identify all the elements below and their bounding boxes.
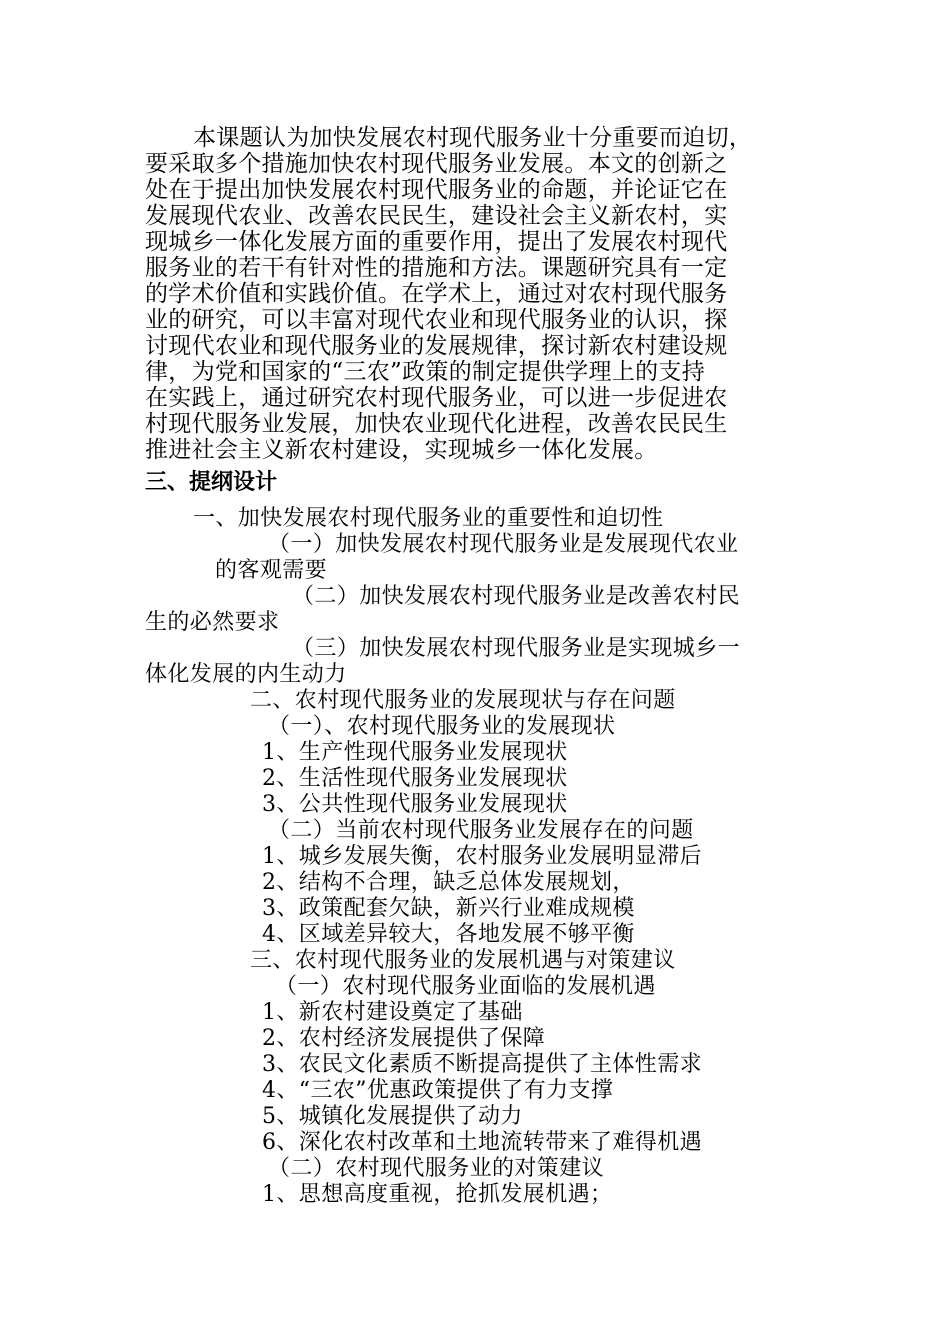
outline-subitem: （一）加快发展农村现代服务业是发展现代农业 [268,532,739,557]
section-heading: 三、提纲设计 [145,470,278,495]
outline-subitem-continued: 生的必然要求 [145,610,280,635]
paragraph-line: 本课题认为加快发展农村现代服务业十分重要而迫切， [193,125,753,151]
outline-part-title: 一、加快发展农村现代服务业的重要性和迫切性 [193,506,664,531]
paragraph-line: 在实践上，通过研究农村现代服务业，可以进一步促进农 [145,385,728,411]
paragraph-line: 推进社会主义新农村建设，实现城乡一体化发展。 [145,437,658,463]
outline-list-item: 4、“三农”优惠政策提供了有力支撑 [262,1078,614,1103]
outline-list-item: 1、生产性现代服务业发展现状 [262,740,568,765]
outline-subitem-continued: 体化发展的内生动力 [145,662,347,687]
paragraph-line: 处在于提出加快发展农村现代服务业的命题，并论证它在 [145,177,728,203]
paragraph-line: 律，为党和国家的“三农”政策的制定提供学理上的支持 [145,359,706,385]
paragraph-line: 的学术价值和实践价值。在学术上，通过对农村现代服务 [145,281,728,307]
outline-list-item: 3、农民文化素质不断提高提供了主体性需求 [262,1052,702,1077]
outline-list-item: 6、深化农村改革和土地流转带来了难得机遇 [262,1130,702,1155]
outline-list-item: 3、公共性现代服务业发展现状 [262,792,568,817]
paragraph-line: 现城乡一体化发展方面的重要作用，提出了发展农村现代 [145,229,728,255]
outline-subitem: （三）加快发展农村现代服务业是实现城乡一 [292,636,741,661]
outline-part-title: 三、农村现代服务业的发展机遇与对策建议 [250,948,676,973]
outline-subsection: （二）当前农村现代服务业发展存在的问题 [268,818,694,843]
paragraph-line: 发展现代农业、改善农民民生，建设社会主义新农村，实 [145,203,728,229]
outline-list-item: 2、生活性现代服务业发展现状 [262,766,568,791]
outline-list-item: 4、区域差异较大，各地发展不够平衡 [262,922,635,947]
outline-part-title: 二、农村现代服务业的发展现状与存在问题 [250,688,676,713]
outline-list-item: 2、农村经济发展提供了保障 [262,1026,546,1051]
outline-subsection: （一）农村现代服务业面临的发展机遇 [275,974,656,999]
paragraph-line: 业的研究，可以丰富对现代农业和现代服务业的认识，探 [145,307,728,333]
outline-subsection: （二）农村现代服务业的对策建议 [268,1156,605,1181]
outline-list-item: 2、结构不合理，缺乏总体发展规划， [262,870,635,895]
paragraph-line: 要采取多个措施加快农村现代服务业发展。本文的创新之 [145,151,728,177]
outline-subitem: （二）加快发展农村现代服务业是改善农村民 [292,584,741,609]
outline-list-item: 1、新农村建设奠定了基础 [262,1000,523,1025]
paragraph-line: 讨现代农业和现代服务业的发展规律，探讨新农村建设规 [145,333,728,359]
paragraph-line: 服务业的若干有针对性的措施和方法。课题研究具有一定 [145,255,728,281]
outline-subitem-continued: 的客观需要 [215,558,328,583]
paragraph-line: 村现代服务业发展，加快农业现代化进程，改善农民民生 [145,411,728,437]
outline-list-item: 3、政策配套欠缺，新兴行业难成规模 [262,896,635,921]
outline-subsection: （一）、农村现代服务业的发展现状 [268,714,616,739]
outline-list-item: 1、城乡发展失衡，农村服务业发展明显滞后 [262,844,702,869]
outline-list-item: 1、思想高度重视，抢抓发展机遇； [262,1182,613,1207]
outline-list-item: 5、城镇化发展提供了动力 [262,1104,523,1129]
